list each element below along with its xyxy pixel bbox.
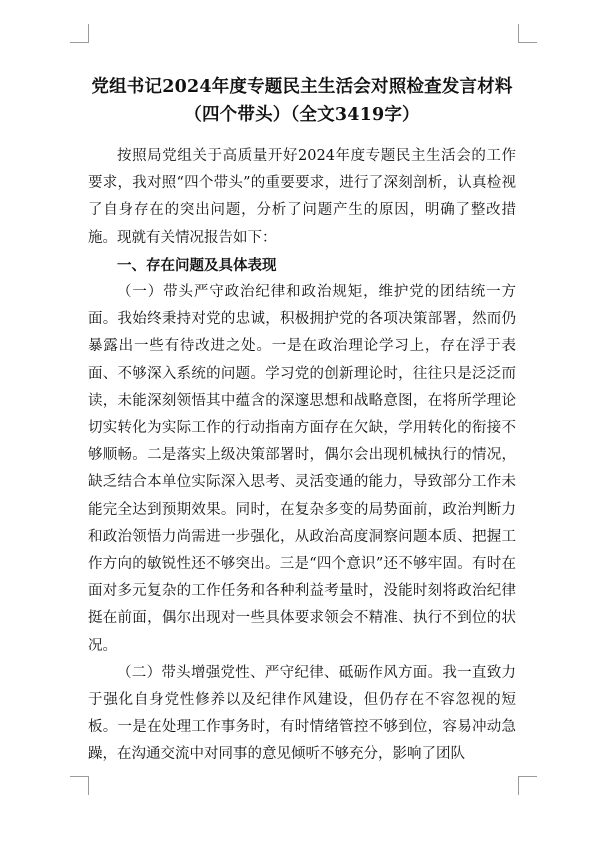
body-paragraph-2: （二）带头增强党性、严守纪律、砥砺作风方面。我一直致力于强化自身党性修养以及纪律作风建设，但仍存在不容忽视的短板。一是在处理工作事务时，有时情绪管控不够到位，容易冲动急躁，在沟通交流中对同事的意见倾听不够充分，影响了团队 <box>88 664 516 763</box>
document-body <box>88 143 516 769</box>
crop-mark-top-right <box>518 24 537 43</box>
intro-paragraph: 按照局党组关于高质量开好2024年度专题民主生活会的工作要求，我对照“四个带头”的重要要求，进行了深刻剖析，认真检视了自身存在的突出问题，分析了问题产生的原因，明确了整改措施。现就有关情况报告如下： <box>88 148 516 246</box>
crop-mark-top-left <box>70 24 89 43</box>
crop-mark-bottom-right <box>518 776 537 795</box>
document-title: 党组书记2024年度专题民主生活会对照检查发言材料（四个带头）（全文3419字） <box>91 77 513 125</box>
section-heading: 一、存在问题及具体表现 <box>117 256 277 274</box>
body-paragraph-1: （一）带头严守政治纪律和政治规矩，维护党的团结统一方面。我始终秉持对党的忠诚，积极拥护党的各项决策部署，然而仍暴露出一些有待改进之处。一是在政治理论学习上，存在浮于表面、不够深入系统的问题。学习党的创新理论时，往往只是泛泛而读，未能深刻领悟其中蕴含的深邃思想和战略意图，在将所学理论切实转化为实际工作的行动指南方面存在欠缺，学用转化的衔接不够顺畅。二是落实上级决策部署时，偶尔会出现机械执行的情况，缺乏结合本单位实际深入思考、灵活变通的能力，导致部分工作未能完全达到预期效果。同时，在复杂多变的局势面前，政治判断力和政治领悟力尚需进一步强化，从政治高度洞察问题本质、把握工作方向的敏锐性还不够突出。三是“四个意识”还不够牢固。有时在面对多元复杂的工作任务和各种利益考量时，没能时刻将政治纪律挺在前面，偶尔出现对一些具体要求领会不精准、执行不到位的状况。 <box>88 284 516 654</box>
crop-mark-bottom-left <box>70 776 89 795</box>
